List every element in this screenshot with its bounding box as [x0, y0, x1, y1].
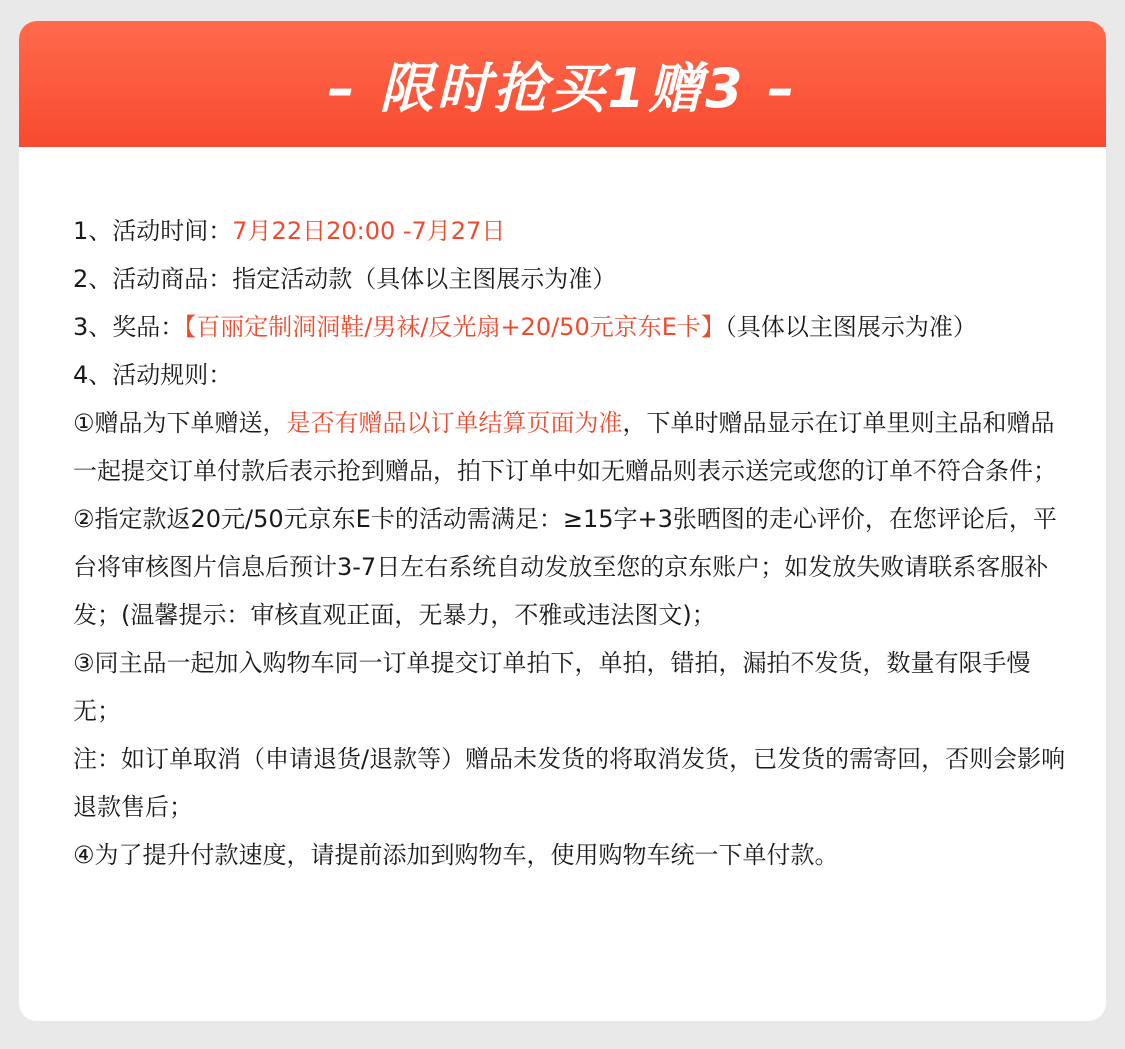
activity-time [73, 207, 1073, 255]
promo-banner [19, 21, 1106, 147]
rule-4: ④为了提升付款速度，请提前添加到购物车，使用购物车统一下单付款。 [73, 841, 839, 869]
cancel-note: 注：如订单取消（申请退货/退款等）赠品未发货的将取消发货，已发货的需寄回，否则会影响退款售后； [73, 745, 1066, 821]
prize-bracket-open: 【 [184, 313, 197, 341]
activity-time-label: 1、活动时间： [73, 217, 233, 245]
activity-time-value: 7月22日20:00 -7月27日 [232, 217, 506, 245]
rule-1-part-c: ，下单时赠品显示在订单里则主品和赠品一起提交订单付款后表示抢到赠品，拍下订单中如无赠品则表示送完或您的订单不符合条件； [73, 409, 1057, 485]
rule-1-highlight: 是否有赠品以订单结算页面为准 [286, 409, 623, 437]
prize-note: （具体以主图展示为准） [724, 313, 977, 341]
activity-products: 2、活动商品：指定活动款（具体以主图展示为准） [73, 265, 617, 293]
rule-1-part-a: ①赠品为下单赠送， [73, 409, 287, 437]
rules-label: 4、活动规则： [73, 361, 233, 389]
activity-prize [73, 303, 1073, 351]
prize-bracket-close: 】 [700, 313, 725, 341]
banner-title: – 限时抢买1赠3 – [327, 56, 798, 120]
promo-card [19, 21, 1106, 1021]
prize-value: 百丽定制洞洞鞋/男袜/反光扇+20/50元京东E卡 [196, 313, 701, 341]
rule-2: ②指定款返20元/50元京东E卡的活动需满足：≥15字+3张晒图的走心评价，在您评论后，平台将审核图片信息后预计3-7日左右系统自动发放至您的京东账户；如发放失败请联系客服补发；(温馨提示：审核直观正面，无暴力，不雅或违法图文)； [73, 505, 1057, 629]
rules-content [73, 207, 1073, 879]
prize-label: 3、奖品： [73, 313, 185, 341]
rule-1 [73, 399, 1073, 495]
rule-3: ③同主品一起加入购物车同一订单提交订单拍下，单拍，错拍，漏拍不发货，数量有限手慢无； [73, 649, 1031, 725]
